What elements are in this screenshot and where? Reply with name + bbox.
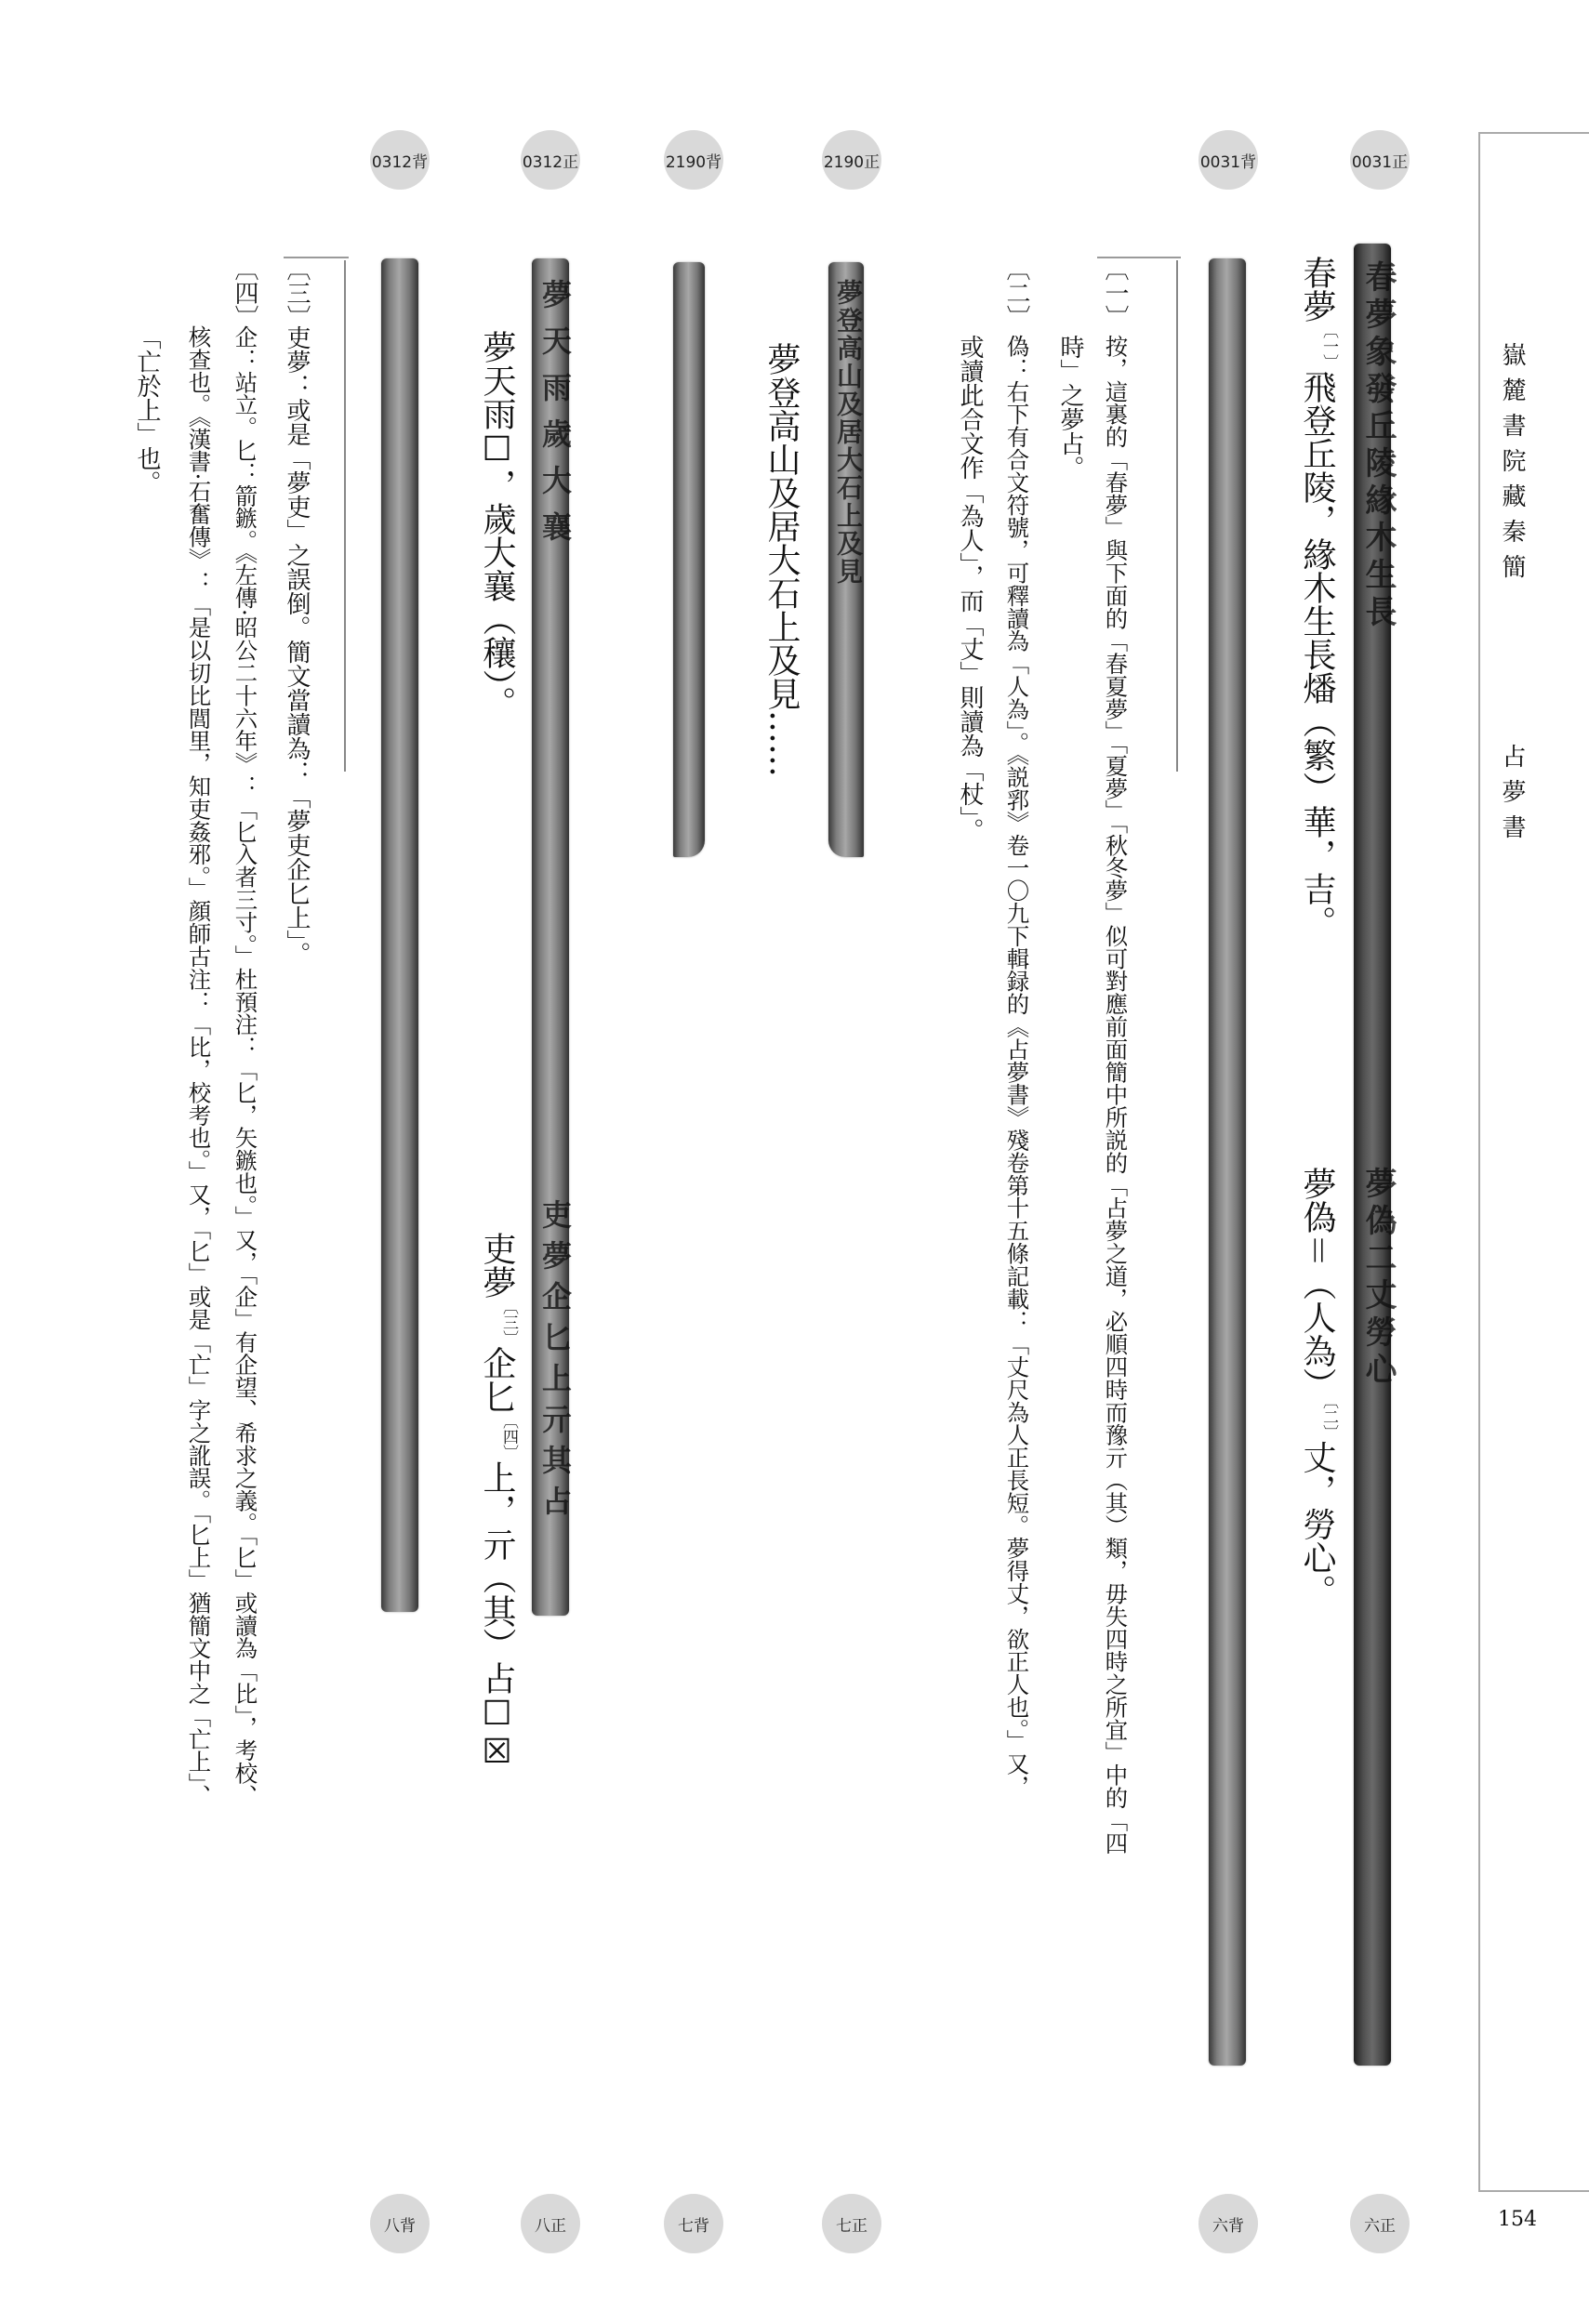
- slip-0031-back-image: [1209, 258, 1246, 2066]
- slip-label-six-front: 六正: [1350, 2194, 1410, 2253]
- slip-label-2190-front: 2190正: [822, 130, 881, 190]
- note-3-label: 〔三〕: [283, 257, 311, 329]
- note-4-text-col1: 企：站立。匕：箭鏃。《左傳·昭公二十六年》：「匕入者三寸。」杜預注：「匕，矢鏃也。」又，「企」有企望、希求之義。「匕」或讀為「比」，考校、: [231, 325, 258, 1807]
- note-4-text-col3: 「亡於上」也。: [133, 325, 161, 495]
- slip-0031-front-writing-a: 春夢象發丘陵緣木生長: [1359, 260, 1397, 632]
- transcription-six-line2: 夢偽＝（人為）$^{〔二〕}$丈，勞心。: [1298, 1167, 1338, 1608]
- note-1-text-col1: 按，這裏的「春夢」與下面的「春夏夢」「夏夢」「秋冬夢」似可對應前面簡中所説的「占夢之道，必順四時而豫亓（其）類，毋失四時之所宜」中的「四: [1101, 335, 1129, 1855]
- slip-label-0031-front: 0031正: [1350, 130, 1410, 190]
- slip-0031-front-writing-b: 夢偽二丈勞心: [1359, 1167, 1397, 1390]
- slip-label-eight-front: 八正: [521, 2194, 580, 2253]
- slip-label-eight-back: 八背: [370, 2194, 430, 2253]
- slip-label-2190-back: 2190背: [664, 130, 723, 190]
- note-3-text-col1: 吏夢：或是「夢吏」之誤倒。簡文當讀為：「夢吏企匕上」。: [283, 325, 311, 966]
- note-2-label: 〔二〕: [1002, 257, 1030, 329]
- page-number: 154: [1498, 2208, 1537, 2231]
- slip-label-0312-back: 0312背: [370, 130, 430, 190]
- slip-0312-front-writing-b: 吏夢企匕上亓其占: [537, 1199, 573, 1526]
- note-2-text-col1: 偽：右下有合文符號，可釋讀為「人為」。《説郛》卷一〇九下輯録的《占夢書》殘卷第十五條記載：「丈尺為人正長短。夢得丈，欲正人也。」又，: [1002, 335, 1030, 1798]
- notes-divider-left: [344, 260, 346, 772]
- note-1-text-col2: 時」之夢占。: [1056, 335, 1084, 480]
- transcription-seven: 夢登高山及居大石上及見……: [762, 342, 801, 777]
- slip-2190-front-writing: 夢登高山及居大石上及見: [833, 279, 864, 586]
- notes-divider-right: [1176, 260, 1178, 772]
- slip-0312-back-image: [381, 258, 418, 1612]
- slip-2190-back-image: [673, 262, 705, 857]
- slip-label-0312-front: 0312正: [521, 130, 580, 190]
- book-title: 嶽麓書院藏秦簡: [1498, 342, 1526, 589]
- slip-label-six-back: 六背: [1198, 2194, 1258, 2253]
- slip-label-seven-back: 七背: [664, 2194, 723, 2253]
- section-title: 占夢書: [1498, 744, 1526, 850]
- note-1-label: 〔一〕: [1101, 257, 1129, 329]
- transcription-eight-line1: 夢天雨☐，歲大襄（穰）。: [478, 330, 516, 720]
- slip-label-seven-front: 七正: [822, 2194, 881, 2253]
- transcription-eight-line2: 吏夢$^{〔三〕}$企匕$^{〔四〕}$上，亓（其）占☐☒: [478, 1232, 518, 1771]
- note-2-text-col2: 或讀此合文作「為人」，而「丈」則讀為「杖」。: [956, 335, 984, 842]
- slip-label-0031-back: 0031背: [1198, 130, 1258, 190]
- note-4-label: 〔四〕: [231, 257, 258, 329]
- transcription-six-line1: 春夢$^{〔一〕}$飛登丘陵，緣木生長燔（繁）華，吉。: [1298, 256, 1338, 939]
- slip-0312-front-writing-a: 夢天雨歲大襄: [537, 279, 573, 558]
- note-4-text-col2: 核查也。《漢書·石奮傳》：「是以切比閭里，知吏姦邪。」顔師古注：「比，校考也。」又，「匕」或是「亡」字之訛誤。「匕上」猶簡文中之「亡上」、: [184, 325, 212, 1807]
